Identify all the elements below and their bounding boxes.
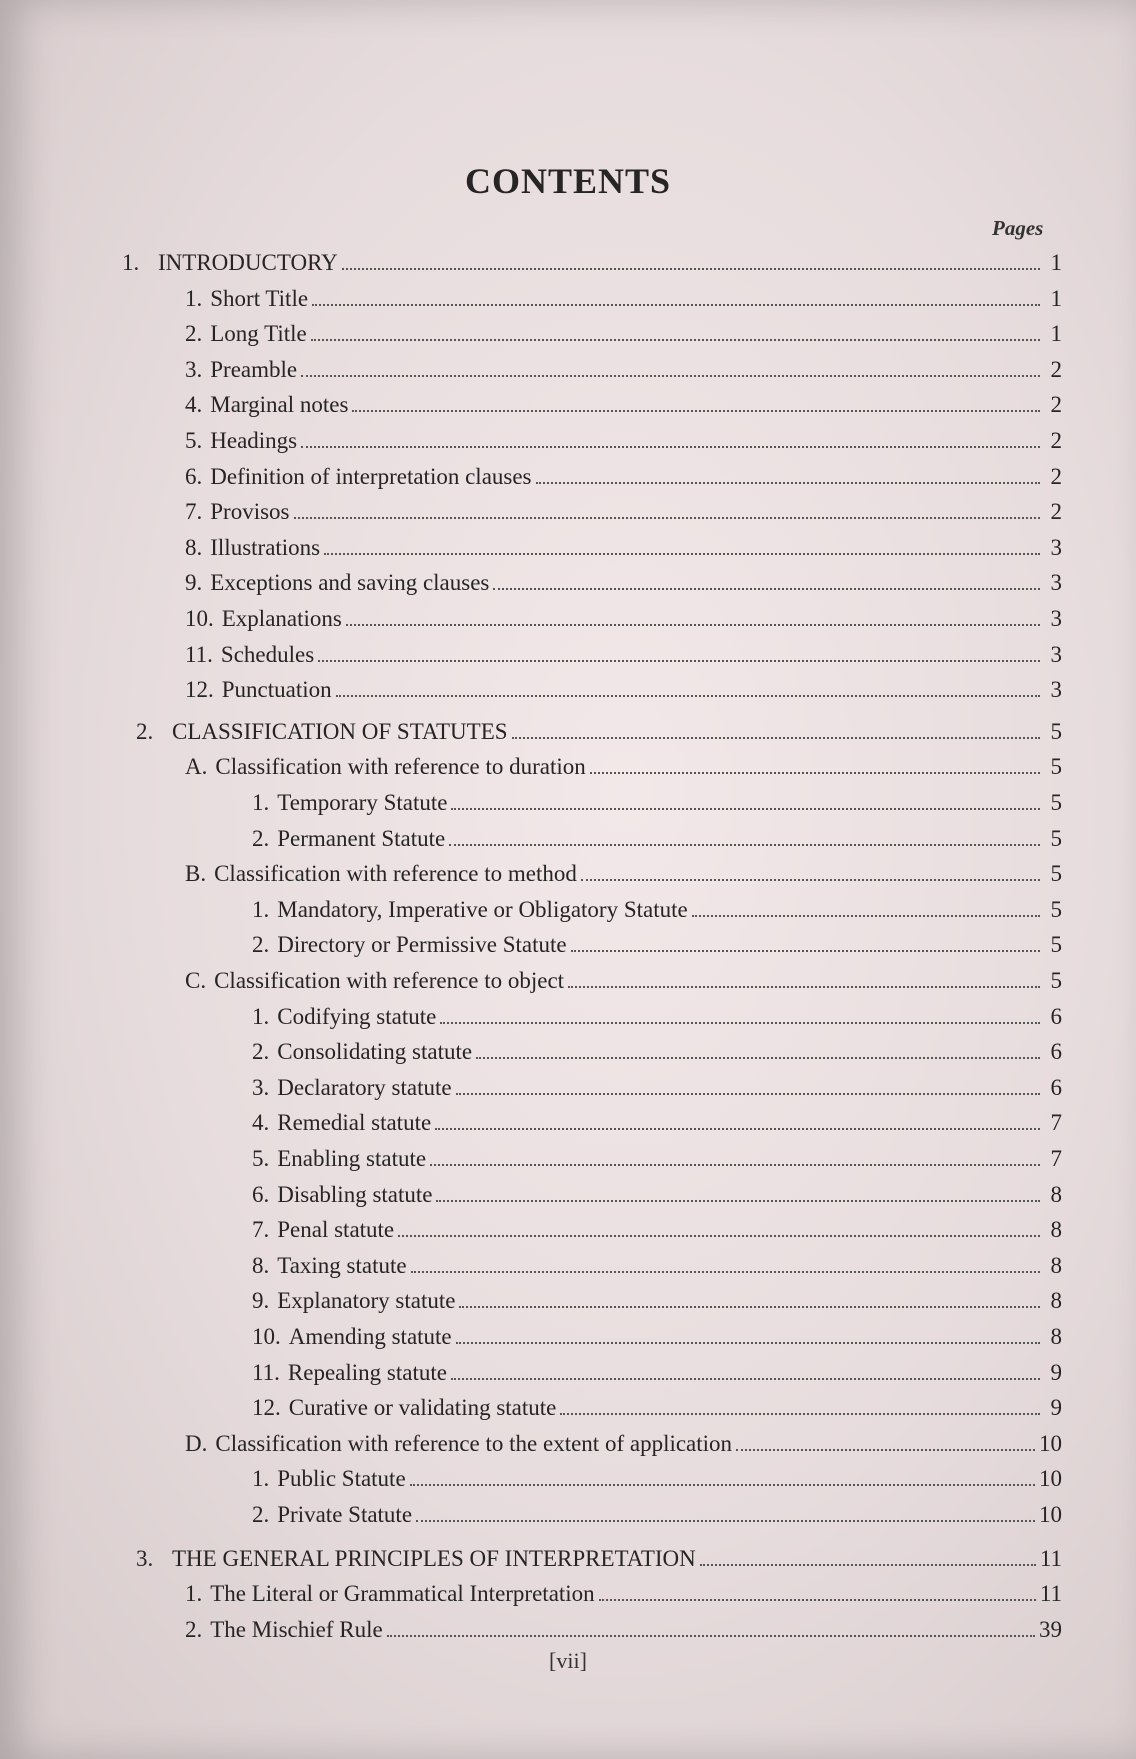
- toc-entry-label: THE GENERAL PRINCIPLES OF INTERPRETATION: [172, 1545, 696, 1571]
- toc-entry-label: Classification with reference to the extent of application: [215, 1430, 733, 1456]
- toc-entry-number: 1.: [252, 896, 270, 922]
- toc-entry: [252, 1217, 1062, 1243]
- toc-entry-label: Classification with reference to duration: [215, 754, 586, 780]
- dot-leader: [536, 482, 1040, 484]
- dot-leader: [301, 375, 1040, 377]
- toc-entry: [252, 897, 1062, 923]
- toc-entry-label: Headings: [210, 428, 298, 453]
- toc-entry-label: Private Statute: [277, 1502, 413, 1527]
- toc-entry-label: Temporary Statute: [277, 790, 448, 815]
- toc-entry: [122, 250, 1062, 276]
- toc-entry-number: 4.: [252, 1110, 270, 1136]
- toc-entry-label: Exceptions and saving clauses: [210, 570, 490, 596]
- toc-entry-page: 1: [1050, 285, 1062, 311]
- toc-entry: [252, 1502, 1062, 1528]
- dot-leader: [294, 517, 1041, 519]
- toc-entry: [252, 932, 1062, 958]
- toc-entry-page: 5: [1050, 896, 1062, 922]
- dot-leader: [352, 410, 1040, 412]
- toc-entry: [252, 1146, 1062, 1172]
- toc-entry-number: 2.: [252, 932, 270, 958]
- dot-leader: [476, 1057, 1040, 1059]
- toc-entry-label: Codifying statute: [277, 1003, 437, 1029]
- toc-entry: [185, 464, 1062, 490]
- toc-entry: [185, 392, 1062, 418]
- toc-entry-page: 8: [1050, 1217, 1062, 1243]
- toc-entry-number: 1.: [185, 1581, 203, 1607]
- dot-leader: [336, 695, 1040, 697]
- toc-entry-page: 11: [1039, 1581, 1062, 1607]
- toc-entry-page: 10: [1039, 1430, 1062, 1456]
- toc-entry: [185, 642, 1062, 668]
- toc-entry-page: 9: [1050, 1359, 1062, 1385]
- toc-entry-number: 9.: [185, 570, 203, 596]
- toc-entry-page: 8: [1050, 1288, 1062, 1314]
- toc-entry-page: 1: [1050, 250, 1062, 275]
- toc-entry-label: Taxing statute: [277, 1252, 407, 1278]
- dot-leader: [410, 1484, 1035, 1486]
- dot-leader: [398, 1235, 1040, 1237]
- toc-entry-label: Repealing statute: [287, 1359, 447, 1385]
- toc-entry: [252, 1395, 1062, 1421]
- toc-entry-label: Amending statute: [288, 1324, 452, 1349]
- toc-entry-page: 11: [1039, 1545, 1062, 1571]
- toc-entry: [252, 1360, 1062, 1386]
- toc-entry-number: 1.: [252, 1003, 270, 1029]
- toc-entry-label: Preamble: [210, 356, 298, 382]
- toc-entry-page: 6: [1050, 1039, 1062, 1065]
- toc-entry-page: 3: [1050, 641, 1062, 667]
- toc-entry-number: 1.: [252, 1466, 270, 1492]
- dot-leader: [416, 1520, 1035, 1522]
- dot-leader: [736, 1449, 1035, 1451]
- toc-entry-page: 10: [1039, 1466, 1062, 1492]
- dot-leader: [451, 1378, 1040, 1380]
- dot-leader: [451, 808, 1040, 810]
- dot-leader: [560, 1413, 1040, 1415]
- toc-entry-number: 7.: [252, 1217, 270, 1243]
- toc-entry-page: 2: [1050, 356, 1062, 382]
- toc-entry-page: 2: [1050, 499, 1062, 525]
- toc-entry: [252, 1182, 1062, 1208]
- toc-entry-label: The Mischief Rule: [210, 1616, 383, 1642]
- dot-leader: [590, 772, 1040, 774]
- toc-entry-number: D.: [185, 1430, 208, 1456]
- toc-entry-label: Remedial statute: [277, 1110, 432, 1136]
- toc-entry-label: The Literal or Grammatical Interpretation: [210, 1581, 595, 1607]
- toc-entry-label: Penal statute: [277, 1217, 395, 1243]
- toc-entry-page: 5: [1050, 825, 1062, 851]
- toc-entry-page: 5: [1050, 861, 1062, 887]
- dot-leader: [692, 915, 1040, 917]
- toc-entry: [252, 826, 1062, 852]
- toc-entry-number: 3.: [185, 356, 203, 382]
- toc-entry-page: 1: [1050, 321, 1062, 347]
- toc-entry: [252, 790, 1062, 816]
- toc-entry-number: 8.: [185, 534, 203, 560]
- dot-leader: [700, 1564, 1036, 1566]
- toc-entry-page: 3: [1050, 534, 1062, 560]
- toc-entry-label: Classification with reference to method: [214, 861, 577, 887]
- toc-entry-page: 9: [1050, 1395, 1062, 1421]
- toc-entry-label: Public Statute: [277, 1466, 406, 1492]
- toc-entry-page: 6: [1050, 1003, 1062, 1029]
- dot-leader: [512, 737, 1040, 739]
- toc-entry-label: Disabling statute: [277, 1181, 433, 1207]
- toc-entry-label: Classification with reference to object: [214, 968, 565, 993]
- toc-entry-label: Mandatory, Imperative or Obligatory Statute: [277, 896, 688, 922]
- toc-entry-number: B.: [185, 861, 207, 887]
- dot-leader: [449, 844, 1040, 846]
- pages-column-label: Pages: [992, 216, 1044, 240]
- toc-entry: [185, 286, 1062, 312]
- toc-entry-label: Provisos: [210, 499, 290, 525]
- toc-entry-label: Short Title: [210, 285, 309, 311]
- toc-entry-number: 12.: [252, 1395, 281, 1421]
- toc-entry-label: Marginal notes: [210, 392, 349, 418]
- toc-entry-number: 10.: [185, 606, 214, 631]
- toc-entry: [185, 535, 1062, 561]
- dot-leader: [387, 1635, 1035, 1637]
- toc-entry-number: 5.: [185, 428, 203, 453]
- toc-entry-label: Consolidating statute: [277, 1039, 473, 1065]
- toc-entry: [185, 499, 1062, 525]
- toc-entry-label: Enabling statute: [277, 1146, 427, 1171]
- toc-entry-label: Punctuation: [221, 677, 332, 703]
- toc-entry-number: 2.: [185, 1616, 203, 1642]
- dot-leader: [440, 1022, 1040, 1024]
- toc-entry-number: 9.: [252, 1288, 270, 1314]
- dot-leader: [436, 1200, 1040, 1202]
- toc-entry-number: 2.: [252, 825, 270, 851]
- toc-entry-label: Explanatory statute: [277, 1288, 456, 1314]
- toc-entry-label: Directory or Permissive Statute: [277, 932, 567, 958]
- toc-entry-label: INTRODUCTORY: [158, 250, 338, 275]
- toc-entry: [252, 1075, 1062, 1101]
- dot-leader: [456, 1342, 1040, 1344]
- toc-entry: [252, 1110, 1062, 1136]
- toc-entry: [252, 1324, 1062, 1350]
- toc-entry-number: 7.: [185, 499, 203, 525]
- toc-entry-page: 39: [1039, 1616, 1062, 1642]
- toc-entry-page: 5: [1050, 968, 1062, 993]
- toc-entry-page: 2: [1050, 428, 1062, 453]
- toc-entry-number: 2.: [136, 718, 154, 744]
- toc-entry: [185, 357, 1062, 383]
- toc-entry-number: 1.: [252, 790, 270, 815]
- toc-entry-page: 2: [1050, 392, 1062, 418]
- toc-entry-page: 5: [1050, 718, 1062, 744]
- toc-entry-label: Long Title: [210, 321, 307, 347]
- toc-entry-number: 6.: [252, 1181, 270, 1207]
- toc-entry-number: 6.: [185, 463, 203, 489]
- toc-entry-page: 7: [1050, 1146, 1062, 1171]
- toc-entry-number: 11.: [252, 1359, 280, 1385]
- toc-entry: [185, 570, 1062, 596]
- toc-entry: [185, 968, 1062, 994]
- dot-leader: [342, 268, 1040, 270]
- toc-entry-number: 1.: [185, 285, 203, 311]
- toc-entry: [185, 321, 1062, 347]
- toc-entry: [185, 861, 1062, 887]
- toc-entry-label: Permanent Statute: [277, 825, 446, 851]
- dot-leader: [599, 1599, 1036, 1601]
- toc-entry-page: 5: [1050, 932, 1062, 958]
- toc-entry-page: 2: [1050, 463, 1062, 489]
- dot-leader: [324, 553, 1040, 555]
- page-number-footer: [vii]: [549, 1648, 587, 1673]
- toc-entry-page: 3: [1050, 606, 1062, 631]
- toc-entry-number: C.: [185, 968, 207, 993]
- toc-entry-number: 10.: [252, 1324, 281, 1349]
- toc-entry-number: 4.: [185, 392, 203, 418]
- dot-leader: [430, 1164, 1040, 1166]
- toc-entry-page: 7: [1050, 1110, 1062, 1136]
- toc-entry-label: Explanations: [221, 606, 342, 631]
- toc-entry-number: 12.: [185, 677, 214, 703]
- toc-entry-number: 1.: [122, 250, 140, 275]
- toc-entry: [252, 1253, 1062, 1279]
- toc-entry-page: 6: [1050, 1074, 1062, 1100]
- toc-entry-number: 2.: [252, 1039, 270, 1065]
- toc-entry: [185, 754, 1062, 780]
- dot-leader: [435, 1128, 1040, 1130]
- toc-entry-page: 3: [1050, 570, 1062, 596]
- page-title: CONTENTS: [464, 161, 672, 201]
- dot-leader: [493, 588, 1040, 590]
- dot-leader: [459, 1306, 1040, 1308]
- toc-entry-label: CLASSIFICATION OF STATUTES: [172, 718, 508, 744]
- dot-leader: [581, 879, 1040, 881]
- toc-entry-number: 5.: [252, 1146, 270, 1171]
- toc-entry: [185, 1431, 1062, 1457]
- toc-entry-page: 8: [1050, 1324, 1062, 1349]
- dot-leader: [411, 1271, 1040, 1273]
- toc-entry-label: Definition of interpretation clauses: [210, 463, 532, 489]
- toc-entry-label: Curative or validating statute: [288, 1395, 557, 1421]
- toc-entry: [185, 1581, 1062, 1607]
- toc-entry-page: 5: [1050, 790, 1062, 815]
- toc-entry-label: Declaratory statute: [277, 1074, 452, 1100]
- toc-entry: [185, 1617, 1062, 1643]
- toc-entry: [252, 1004, 1062, 1030]
- toc-entry-label: Schedules: [220, 641, 315, 667]
- dot-leader: [301, 446, 1040, 448]
- toc-entry-number: 2.: [185, 321, 203, 347]
- toc-entry: [252, 1288, 1062, 1314]
- toc-entry-number: 3.: [136, 1545, 154, 1571]
- toc-entry: [136, 1546, 1062, 1572]
- toc-entry-label: Illustrations: [210, 534, 321, 560]
- toc-entry: [185, 606, 1062, 632]
- toc-entry: [185, 428, 1062, 454]
- toc-entry: [185, 677, 1062, 703]
- toc-entry-page: 5: [1050, 754, 1062, 780]
- dot-leader: [346, 624, 1040, 626]
- toc-entry-number: 2.: [252, 1502, 270, 1527]
- toc-entry: [252, 1466, 1062, 1492]
- dot-leader: [318, 660, 1040, 662]
- toc-entry-page: 3: [1050, 677, 1062, 703]
- toc-entry: [252, 1039, 1062, 1065]
- toc-entry-number: 3.: [252, 1074, 270, 1100]
- toc-entry-number: A.: [185, 754, 208, 780]
- toc-entry-page: 8: [1050, 1181, 1062, 1207]
- toc-entry-page: 10: [1039, 1502, 1062, 1527]
- dot-leader: [311, 339, 1040, 341]
- dot-leader: [456, 1093, 1040, 1095]
- toc-entry: [136, 719, 1062, 745]
- toc-entry-number: 11.: [185, 641, 213, 667]
- dot-leader: [312, 304, 1040, 306]
- dot-leader: [571, 950, 1040, 952]
- toc-entry-number: 8.: [252, 1252, 270, 1278]
- dot-leader: [568, 986, 1040, 988]
- toc-entry-page: 8: [1050, 1252, 1062, 1278]
